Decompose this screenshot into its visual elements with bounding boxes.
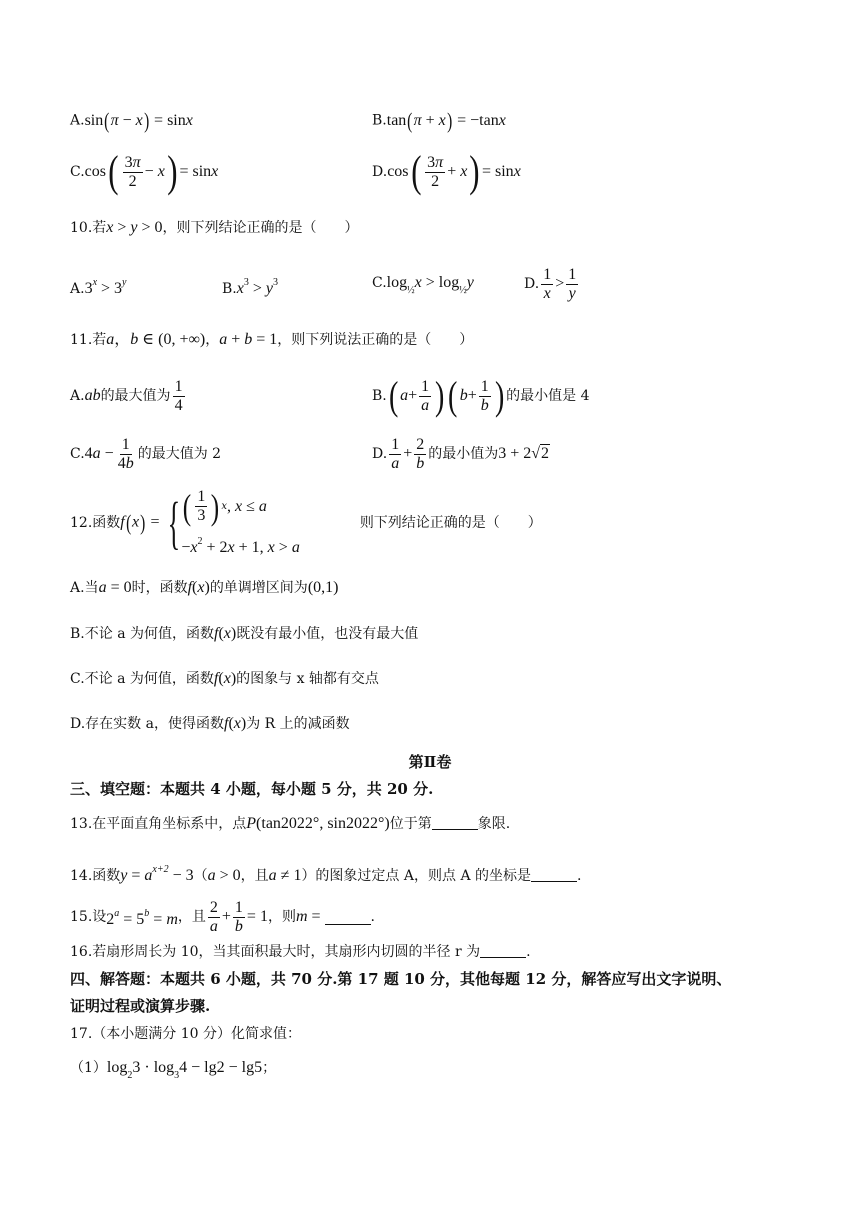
stem-text: 16.若扇形周长为 10，当其面积最大时，其扇形内切圆的半径 r 为 bbox=[70, 944, 481, 960]
option-text: 时，函数 bbox=[131, 580, 188, 596]
q16 bbox=[70, 942, 531, 962]
stem-text: 12.函数 bbox=[70, 515, 121, 531]
stem-text: 14.函数 bbox=[70, 868, 121, 884]
q11-option-d: D. $\frac{1}{a}$ + $\frac{2}{b}$ 的最小值为 3 + 2√2 bbox=[372, 435, 550, 472]
option-text: C.不论 a 为何值，函数 bbox=[70, 671, 214, 687]
option-label: B. bbox=[372, 112, 387, 129]
q11-option-b: B. ( a + $\frac{1}{a}$ ) ( b + $\frac{1}{b}$ ) 的最小值是 4 bbox=[372, 373, 590, 418]
section-four-title-line1: 四、解答题：本题共 6 小题，共 70 分.第 17 题 10 分，其他每题 12 分，解答应写出文字说明、 bbox=[70, 970, 732, 988]
q17-stem: 17.（本小题满分 10 分）化简求值： bbox=[70, 1026, 301, 1042]
option-label: A. bbox=[70, 281, 85, 297]
q9-option-d: D. cos ( $\frac{3\pi}{2}$ + x ) = sinx bbox=[372, 147, 521, 196]
option-text: 的图象与 x 轴都有交点 bbox=[236, 671, 379, 687]
option-text: 的最大值为 2 bbox=[137, 446, 222, 462]
option-label: C. bbox=[70, 446, 85, 462]
stem-text: 11.若 bbox=[70, 332, 107, 348]
q9-option-a: A.sin(π − x) = sinx bbox=[70, 108, 193, 133]
stem-text: ，且 bbox=[177, 909, 206, 925]
option-text: D.存在实数 a，使得函数 bbox=[70, 716, 224, 732]
stem-text: ； bbox=[262, 1060, 277, 1076]
section-four-title-line2: 证明过程或演算步骤. bbox=[70, 997, 211, 1015]
stem-text: 则下列结论正确的是（ ） bbox=[359, 515, 542, 531]
stem-text: ，则下列结论正确的是（ ） bbox=[162, 220, 359, 236]
option-text: A.当 bbox=[70, 580, 99, 596]
q11-stem: 11.若a，b ∈ (0, +∞)，a + b = 1，则下列说法正确的是（ ） bbox=[70, 331, 474, 348]
q12-option-a: A.当a = 0时，函数f(x)的单调增区间为(0,1) bbox=[70, 579, 339, 596]
option-label: D. bbox=[372, 446, 388, 462]
q11-option-a: A. ab 的最大值为 $\frac{1}{4}$ bbox=[70, 377, 183, 414]
option-label: D. bbox=[372, 164, 388, 180]
option-text: 为 R 上的减函数 bbox=[246, 716, 350, 732]
q10-stem: 10.若x > y > 0，则下列结论正确的是（ ） bbox=[70, 219, 359, 236]
stem-text: ，则下列说法正确的是（ ） bbox=[277, 332, 474, 348]
stem-text: 15.设 bbox=[70, 909, 107, 925]
option-label: D. bbox=[524, 276, 540, 292]
q17-part1: $(1)\log_23 \cdot \log_34 - \lg 2 - \lg 5$； bbox=[70, 1059, 277, 1081]
q15: 15.设 $2^a = 5^b = m$ ，且 $\frac{2}{a}$ + $\frac{1}{b}$ = 1 ，则 m = . bbox=[70, 898, 375, 935]
piecewise-cases: ( $\frac{1}{3}$ ) x , x ≤ a $-x^2 + 2x + 1$, x > a bbox=[181, 486, 300, 556]
q10-option-c: $C.\log_{\frac{1}{2}}x > \log_{\frac{1}{2}}y$ bbox=[372, 274, 474, 296]
option-label: A. bbox=[70, 112, 85, 129]
stem-text: 位于第 bbox=[389, 816, 432, 832]
q12-option-b: B.不论 a 为何值，函数f(x)既没有最小值，也没有最大值 bbox=[70, 625, 419, 642]
q10-option-b: $B.x^3 > y^3$ bbox=[222, 277, 278, 297]
stem-text: ，则 bbox=[267, 909, 296, 925]
q10-option-a: $A.3^x > 3^y$ bbox=[70, 277, 127, 297]
option-text: B.不论 a 为何值，函数 bbox=[70, 626, 214, 642]
option-text: 既没有最小值，也没有最大值 bbox=[236, 626, 419, 642]
stem-text: . bbox=[526, 944, 531, 960]
q14: 14.函数$y = a^{x+2} - 3(a > 0$，且a ≠ 1）的图象过定点 A，则点 A 的坐标是 . bbox=[70, 864, 582, 884]
option-label: A. bbox=[70, 388, 85, 404]
answer-blank[interactable] bbox=[480, 943, 526, 958]
option-label: B. bbox=[222, 281, 237, 297]
answer-blank[interactable] bbox=[531, 867, 577, 882]
option-text: 的最小值为 bbox=[428, 446, 499, 462]
q9-option-c: C. cos ( $\frac{3\pi}{2}$ − x ) = sinx bbox=[70, 147, 219, 196]
section-three-title: 三、填空题：本题共 4 小题，每小题 5 分，共 20 分. bbox=[70, 780, 434, 798]
answer-blank[interactable] bbox=[432, 815, 478, 830]
q12-stem: 12.函数 f(x) = { ( $\frac{1}{3}$ ) x , x ≤ a $-x^2 + 2x + 1$, x > a 则下列结论正确的是（ ） bbox=[70, 486, 542, 556]
option-label: C. bbox=[70, 164, 85, 180]
stem-text: . bbox=[370, 909, 375, 925]
q9-option-b: B.tan(π + x) = −tanx bbox=[372, 108, 506, 133]
stem-text: （ bbox=[193, 868, 208, 884]
q11-option-c: C. 4a − $\frac{1}{4b}$ 的最大值为 2 bbox=[70, 435, 222, 472]
option-text: 的单调增区间为 bbox=[209, 580, 308, 596]
q13: 13.在平面直角坐标系中，点P(tan2022°, sin2022°)位于第 象限. bbox=[70, 815, 511, 832]
stem-text: ）的图象过定点 A，则点 A 的坐标是 bbox=[301, 868, 532, 884]
answer-blank[interactable] bbox=[325, 910, 371, 925]
part-label: （1） bbox=[70, 1060, 107, 1076]
q10-option-d: D. $\frac{1}{x}$ > $\frac{1}{y}$ bbox=[524, 265, 577, 302]
option-label: C. bbox=[372, 275, 387, 291]
q12-option-c: C.不论 a 为何值，函数f(x)的图象与 x 轴都有交点 bbox=[70, 670, 379, 687]
stem-text: . bbox=[577, 868, 582, 884]
stem-text: 象限. bbox=[477, 816, 511, 832]
stem-text: 10.若 bbox=[70, 220, 107, 236]
option-text: 的最小值是 4 bbox=[506, 388, 590, 404]
option-label: B. bbox=[372, 388, 387, 404]
part-two-title: 第Ⅱ卷 bbox=[408, 753, 452, 771]
q12-option-d: D.存在实数 a，使得函数f(x)为 R 上的减函数 bbox=[70, 715, 350, 732]
stem-text: 13.在平面直角坐标系中，点 bbox=[70, 816, 247, 832]
option-text: 的最大值为 bbox=[100, 388, 171, 404]
